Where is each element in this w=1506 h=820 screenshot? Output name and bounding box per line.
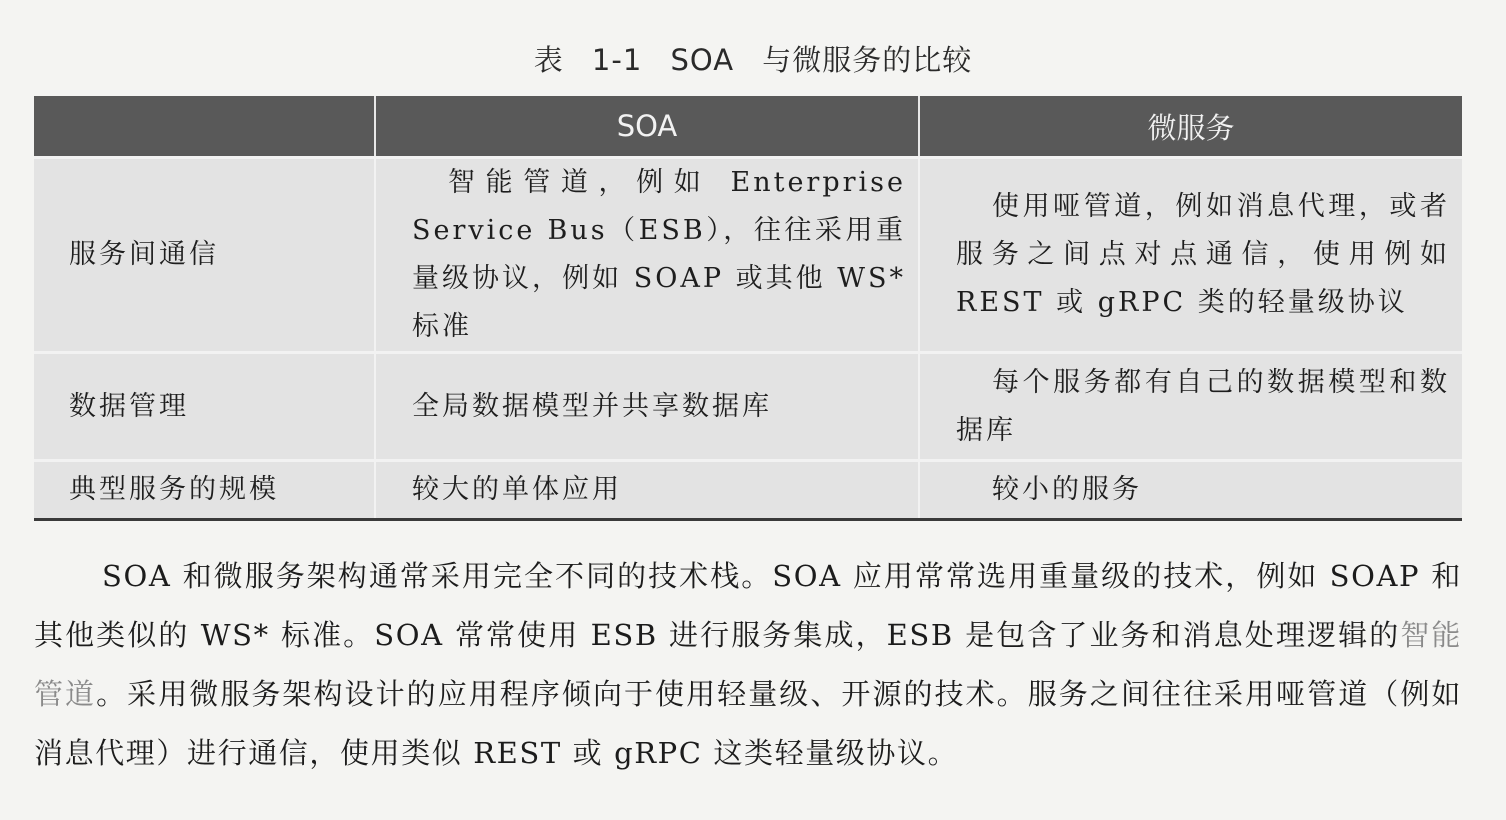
paragraph-text-after: 。采用微服务架构设计的应用程序倾向于使用轻量级、开源的技术。服务之间往往采用哑管道（例如消息代理）进行通信，使用类似 REST 或 gRPC 这类轻量级协议。 — [34, 677, 1462, 770]
header-empty — [34, 96, 375, 158]
header-soa: SOA — [375, 96, 919, 158]
header-microservices: 微服务 — [919, 96, 1462, 158]
row-label-data-management: 数据管理 — [34, 353, 375, 461]
body-paragraph — [34, 547, 1462, 783]
table-row — [34, 461, 1462, 520]
microservices-service-scale: 较小的服务 — [919, 461, 1462, 520]
table-row — [34, 158, 1462, 353]
table-caption: 表 1-1 SOA 与微服务的比较 — [533, 43, 973, 77]
paragraph-highlight: 智能管道 — [34, 618, 1462, 711]
table-row — [34, 353, 1462, 461]
row-label-communication: 服务间通信 — [34, 158, 375, 353]
microservices-data-management: 每个服务都有自己的数据模型和数据库 — [919, 353, 1462, 461]
soa-data-management: 全局数据模型并共享数据库 — [375, 353, 919, 461]
soa-communication: 智能管道，例如 Enterprise Service Bus（ESB），往往采用重量级协议，例如 SOAP 或其他 WS* 标准 — [375, 158, 919, 353]
microservices-communication: 使用哑管道，例如消息代理，或者服务之间点对点通信，使用例如 REST 或 gRPC 类的轻量级协议 — [919, 158, 1462, 353]
table-header-row — [34, 96, 1462, 158]
soa-service-scale: 较大的单体应用 — [375, 461, 919, 520]
row-label-service-scale: 典型服务的规模 — [34, 461, 375, 520]
paragraph-text-before: SOA 和微服务架构通常采用完全不同的技术栈。SOA 应用常常选用重量级的技术，例如 SOAP 和其他类似的 WS* 标准。SOA 常常使用 ESB 进行服务集成，ESB 是包含了业务和消息处理逻辑的 — [34, 559, 1462, 652]
comparison-table — [34, 96, 1462, 521]
